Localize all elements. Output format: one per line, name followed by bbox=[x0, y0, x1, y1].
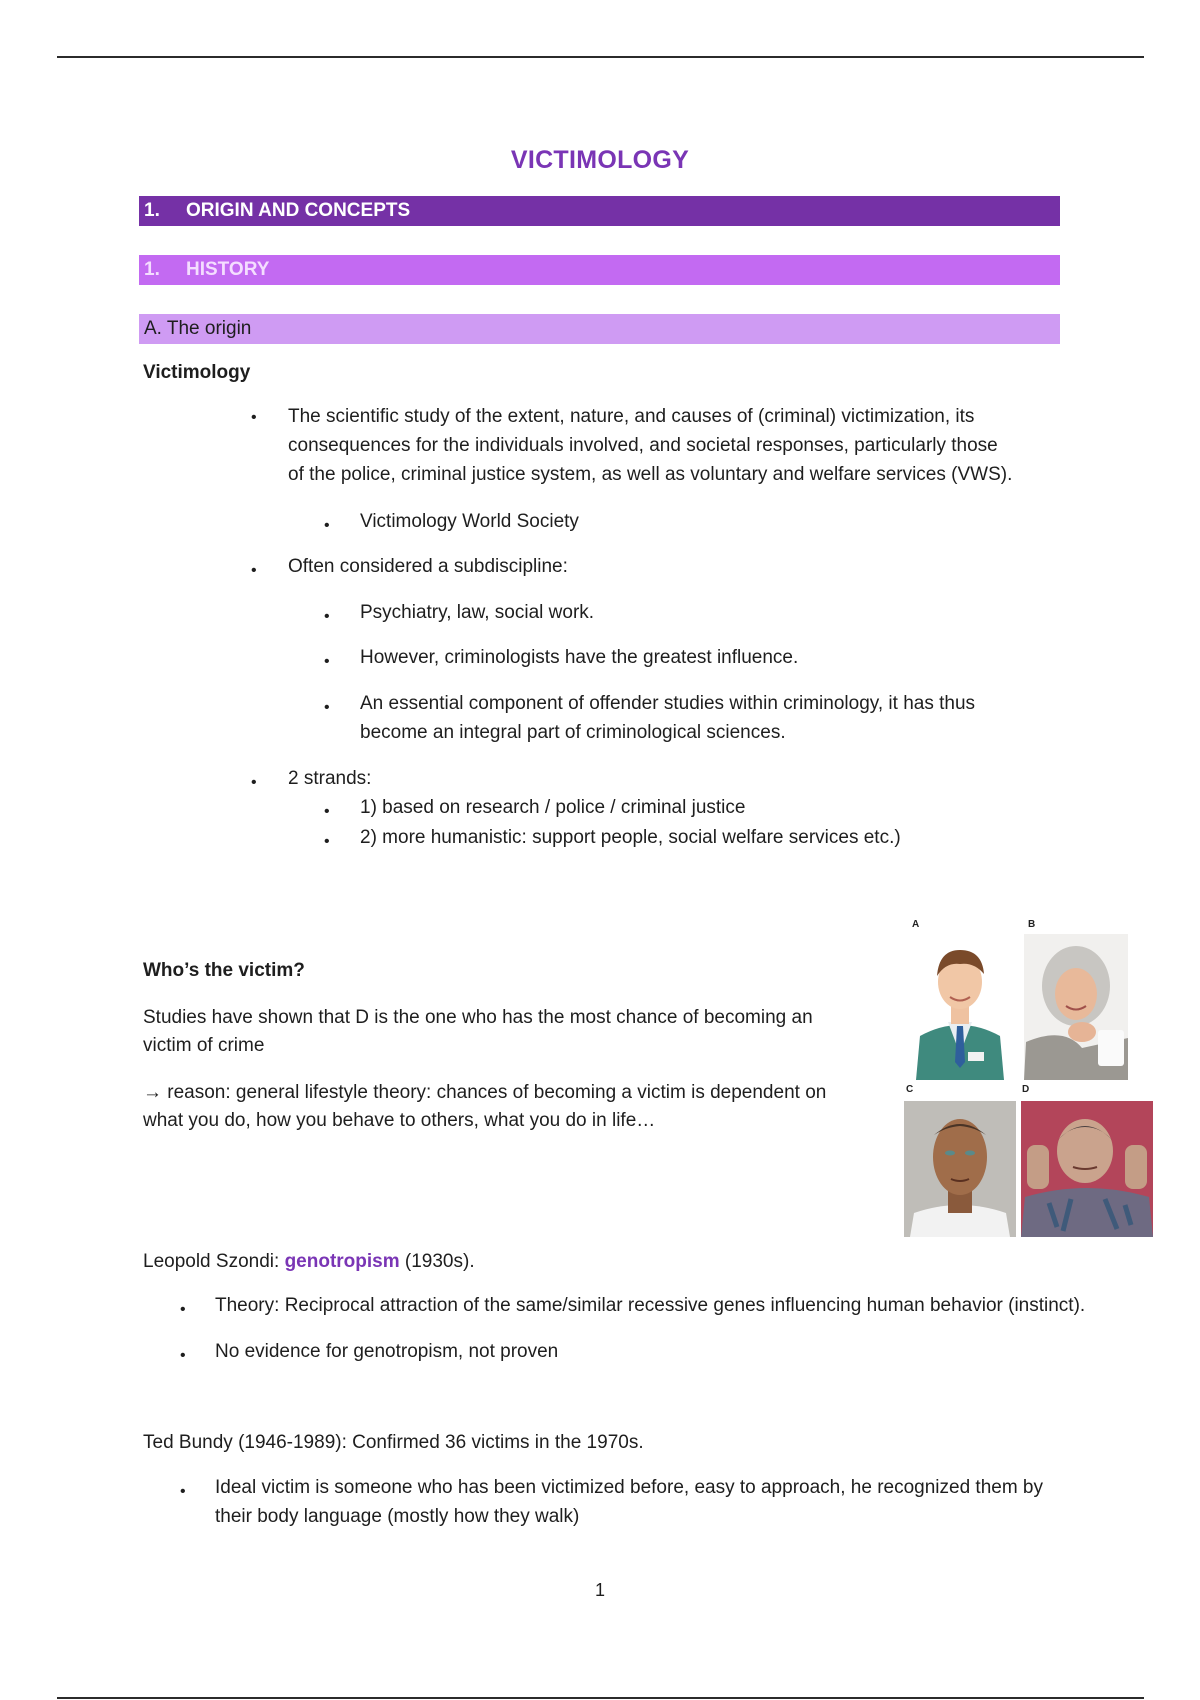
page-number: 1 bbox=[594, 1580, 605, 1600]
genotropism-evidence-item: No evidence for genotropism, not proven bbox=[215, 1341, 559, 1362]
bundy-line: Ted Bundy (1946-1989): Confirmed 36 victims in the 1970s. bbox=[143, 1432, 644, 1453]
component-line: An essential component of offender studies within criminology, it has thus bbox=[360, 693, 976, 714]
victim-reason-line: → reason: general lifestyle theory: chances of becoming a victim is dependent on bbox=[143, 1082, 827, 1103]
victim-reason-line: what you do, how you behave to others, what you do in life… bbox=[143, 1110, 656, 1131]
bullet-icon: • bbox=[324, 803, 330, 820]
definition-line: The scientific study of the extent, nature, and causes of (criminal) victimization, its bbox=[288, 406, 975, 427]
victim-paragraph-line: Studies have shown that D is the one who has the most chance of becoming an bbox=[143, 1007, 813, 1028]
heading-the-origin bbox=[139, 314, 1060, 344]
document-title: VICTIMOLOGY bbox=[510, 146, 690, 174]
heading-number: 1. bbox=[144, 200, 160, 221]
bundy-item-line: Ideal victim is someone who has been victimized before, easy to approach, he recognized them by bbox=[215, 1477, 1044, 1498]
bullet-icon: • bbox=[324, 653, 330, 670]
subdiscipline-item: Often considered a subdiscipline: bbox=[288, 556, 568, 577]
bullet-icon: • bbox=[180, 1301, 186, 1318]
photo-label-c: C bbox=[906, 1084, 914, 1095]
bullet-icon: • bbox=[324, 833, 330, 850]
heading-history bbox=[139, 255, 1060, 285]
szondi-suffix: (1930s). bbox=[399, 1251, 475, 1272]
bullet-icon: • bbox=[324, 699, 330, 716]
strand-item: 1) based on research / police / criminal justice bbox=[360, 797, 746, 818]
definition-line: of the police, criminal justice system, as well as voluntary and welfare services (VWS). bbox=[288, 464, 1013, 485]
bullet-icon: • bbox=[324, 608, 330, 625]
heading-text: HISTORY bbox=[186, 259, 270, 280]
bullet-icon: • bbox=[180, 1347, 186, 1364]
victim-paragraph-line: victim of crime bbox=[143, 1035, 265, 1056]
top-rule bbox=[57, 56, 1144, 58]
photo-label-d: D bbox=[1022, 1084, 1030, 1095]
bullet-icon: • bbox=[251, 562, 257, 579]
photo-label-b: B bbox=[1028, 919, 1036, 930]
bullet-icon: • bbox=[324, 517, 330, 534]
photo-c-mugshot bbox=[904, 1101, 1016, 1237]
bullet-icon: • bbox=[251, 774, 257, 791]
component-line: become an integral part of criminological sciences. bbox=[360, 722, 786, 743]
genotropism-term: genotropism bbox=[284, 1251, 400, 1272]
genotropism-theory-item: Theory: Reciprocal attraction of the same/similar recessive genes influencing human behavior (instinct). bbox=[215, 1295, 1086, 1316]
heading-text: ORIGIN AND CONCEPTS bbox=[186, 200, 411, 221]
bottom-rule bbox=[57, 1697, 1144, 1699]
term-victimology: Victimology bbox=[143, 362, 251, 383]
photo-label-a: A bbox=[912, 919, 920, 930]
heading-origin-and-concepts bbox=[139, 196, 1060, 226]
photo-d-tattooed-man bbox=[1021, 1101, 1153, 1237]
subdiscipline-sub-item: Psychiatry, law, social work. bbox=[360, 602, 595, 623]
definition-line: consequences for the individuals involved, and societal responses, particularly those bbox=[288, 435, 998, 456]
heading-text: A. The origin bbox=[144, 318, 252, 339]
szondi-prefix: Leopold Szondi: bbox=[143, 1251, 285, 1272]
heading-number: 1. bbox=[144, 259, 160, 280]
victim-photo-grid bbox=[904, 918, 1154, 1238]
strands-label: 2 strands: bbox=[288, 768, 372, 789]
bundy-item-line: their body language (mostly how they walk) bbox=[215, 1506, 580, 1527]
subdiscipline-sub-item: However, criminologists have the greatest influence. bbox=[360, 647, 799, 668]
bullet-icon: • bbox=[251, 409, 257, 426]
bullet-icon: • bbox=[180, 1483, 186, 1500]
victim-heading: Who’s the victim? bbox=[143, 960, 305, 981]
vws-item: Victimology World Society bbox=[360, 511, 579, 532]
photo-a-schoolboy bbox=[908, 934, 1012, 1080]
photo-b-elderly-woman bbox=[1024, 934, 1128, 1080]
szondi-line bbox=[143, 1248, 475, 1277]
strand-item: 2) more humanistic: support people, social welfare services etc.) bbox=[360, 827, 901, 848]
